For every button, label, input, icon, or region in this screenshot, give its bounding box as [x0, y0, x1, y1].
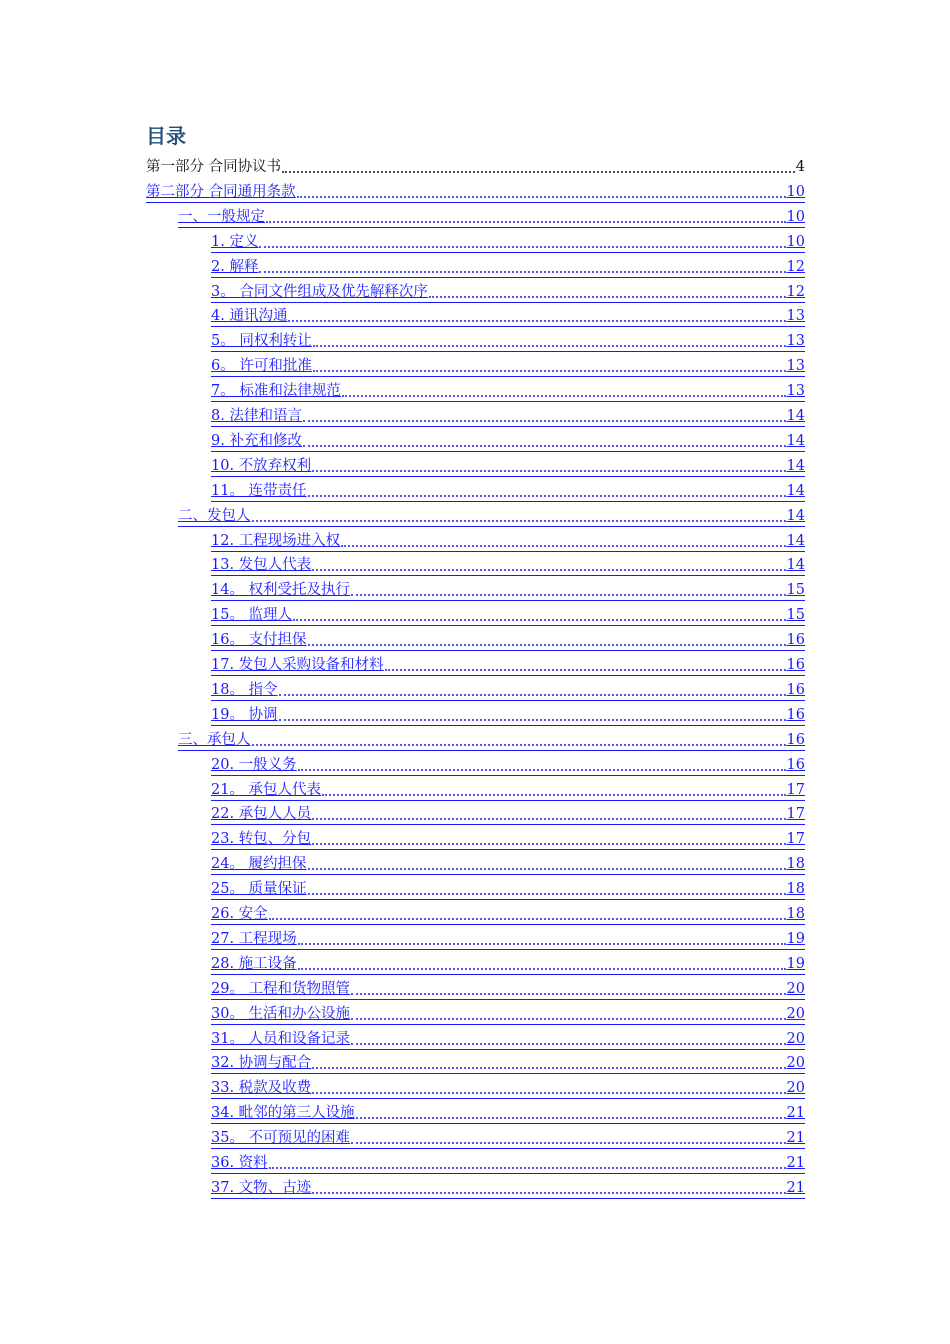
toc-entry-page-number: 16: [786, 632, 805, 649]
toc-entry-page-number: 10: [786, 183, 805, 200]
toc-entry-label: 7。 标准和法律规范: [211, 383, 341, 400]
toc-entry-page-number: 20: [786, 1080, 805, 1097]
dot-leader: [322, 794, 785, 796]
toc-entry-label: 第一部分 合同协议书: [146, 159, 282, 175]
dot-leader: [303, 445, 786, 447]
toc-entry-label: 14。 权利受托及执行: [211, 582, 351, 599]
dot-leader: [313, 345, 786, 347]
toc-entry[interactable]: [211, 924, 805, 950]
toc-entry[interactable]: [211, 227, 805, 253]
toc-entry-page-number: 17: [786, 781, 805, 798]
toc-entry-page-number: 14: [786, 557, 805, 574]
toc-entry-page-number: 18: [786, 881, 805, 898]
toc-entry-label: 21。 承包人代表: [211, 781, 322, 798]
toc-entry[interactable]: [211, 999, 805, 1025]
toc-entry[interactable]: [211, 775, 805, 801]
toc-entry[interactable]: [211, 600, 805, 626]
toc-entry-label: 22. 承包人人员: [211, 806, 312, 823]
dot-leader: [308, 868, 786, 870]
toc-entry-label: 19。 协调: [211, 706, 278, 723]
toc-entry-page-number: 20: [786, 980, 805, 997]
toc-entry-page-number: 16: [786, 657, 805, 673]
dot-leader: [342, 395, 786, 397]
toc-entry-label: 27. 工程现场: [211, 930, 297, 947]
toc-entry-page-number: 16: [786, 756, 805, 773]
toc-entry-label: 第二部分 合同通用条款: [146, 183, 296, 200]
toc-entry[interactable]: [211, 351, 805, 377]
toc-entry-label: 6。 许可和批准: [211, 358, 312, 375]
toc-entry-page-number: 14: [786, 507, 805, 524]
toc-entry-label: 二、发包人: [178, 507, 251, 524]
toc-entry-page-number: 15: [786, 582, 805, 599]
toc-title: 目录: [146, 124, 186, 148]
toc-entry[interactable]: [211, 451, 805, 477]
toc-entry[interactable]: [211, 476, 805, 502]
dot-leader: [266, 221, 786, 223]
dot-leader: [308, 644, 786, 646]
toc-entry-label: 8. 法律和语言: [211, 408, 302, 424]
dot-leader: [303, 420, 786, 422]
dot-leader: [351, 993, 785, 995]
toc-entry[interactable]: [211, 1098, 805, 1124]
toc-entry-page-number: 16: [786, 681, 805, 698]
dot-leader: [351, 1018, 785, 1020]
toc-entry[interactable]: [211, 326, 805, 352]
toc-entry-label: 26. 安全: [211, 906, 268, 922]
toc-entry-page-number: 12: [786, 283, 805, 300]
dot-leader: [385, 669, 786, 671]
toc-entry-label: 33. 税款及收费: [211, 1080, 312, 1097]
toc-entry-label: 9. 补充和修改: [211, 432, 302, 449]
dot-leader: [312, 569, 785, 571]
toc-entry-page-number: 13: [786, 358, 805, 375]
toc-entry[interactable]: [211, 750, 805, 776]
toc-entry-label: 15。 监理人: [211, 607, 293, 624]
dot-leader: [298, 769, 786, 771]
toc-entry-page-number: 18: [786, 856, 805, 873]
toc-entry-label: 三、承包人: [178, 731, 251, 748]
toc-entry-page-number: 10: [786, 208, 805, 225]
dot-leader: [312, 470, 785, 472]
toc-entry-page-number: 21: [786, 1130, 805, 1147]
toc-entry-page-number: 14: [786, 432, 805, 449]
toc-entry[interactable]: [211, 376, 805, 402]
toc-entry[interactable]: [178, 725, 805, 751]
toc-entry[interactable]: [211, 625, 805, 651]
toc-entry-label: 5。 同权利转让: [211, 333, 312, 350]
dot-leader: [312, 818, 785, 820]
dot-leader: [298, 968, 786, 970]
toc-entry[interactable]: [211, 277, 805, 303]
toc-entry[interactable]: [211, 252, 805, 278]
toc-entry[interactable]: [178, 501, 805, 527]
toc-entry-page-number: 13: [786, 333, 805, 350]
dot-leader: [312, 1067, 785, 1069]
toc-entry[interactable]: [211, 1048, 805, 1074]
toc-entry-page-number: 17: [786, 806, 805, 823]
dot-leader: [279, 719, 786, 721]
toc-entry[interactable]: [178, 202, 805, 228]
toc-entry[interactable]: [211, 849, 805, 875]
toc-entry-page-number: 18: [786, 906, 805, 922]
dot-leader: [356, 1117, 786, 1119]
toc-entry[interactable]: [211, 401, 805, 427]
toc-entry[interactable]: [211, 974, 805, 1000]
toc-entry-label: 4. 通讯沟通: [211, 308, 288, 325]
toc-entry[interactable]: [211, 526, 805, 552]
dot-leader: [259, 271, 785, 273]
toc-entry-label: 37. 文物、古迹: [211, 1179, 312, 1196]
toc-entry-label: 17. 发包人采购设备和材料: [211, 657, 384, 673]
toc-entry-label: 16。 支付担保: [211, 632, 307, 649]
dot-leader: [312, 1192, 785, 1194]
toc-entry-label: 1. 定义: [211, 233, 259, 250]
dot-leader: [269, 918, 786, 920]
toc-entry[interactable]: [211, 700, 805, 726]
toc-entry-label: 30。 生活和办公设施: [211, 1005, 351, 1022]
toc-entry-label: 10. 不放弃权利: [211, 457, 312, 474]
toc-entry: [146, 152, 805, 177]
toc-entry-label: 18。 指令: [211, 681, 278, 698]
toc-entry-page-number: 12: [786, 258, 805, 275]
dot-leader: [252, 744, 786, 746]
dot-leader: [259, 246, 785, 248]
dot-leader: [252, 520, 786, 522]
toc-entry-page-number: 20: [786, 1055, 805, 1072]
dot-leader: [351, 1142, 785, 1144]
toc-entry-label: 12. 工程现场进入权: [211, 532, 341, 549]
toc-entry[interactable]: [211, 675, 805, 701]
dot-leader: [282, 171, 795, 173]
toc-entry-label: 一、一般规定: [178, 208, 265, 225]
dot-leader: [269, 1167, 786, 1169]
dot-leader: [298, 943, 786, 945]
toc-entry-page-number: 19: [786, 955, 805, 972]
toc-entry-page-number: 21: [786, 1179, 805, 1196]
dot-leader: [341, 545, 785, 547]
toc-entry[interactable]: [211, 550, 805, 576]
toc-entry-label: 29。 工程和货物照管: [211, 980, 351, 997]
dot-leader: [312, 1092, 785, 1094]
toc-entry-label: 11。 连带责任: [211, 482, 307, 499]
toc-entry[interactable]: [211, 799, 805, 825]
toc-entry-label: 13. 发包人代表: [211, 557, 312, 574]
toc-entry[interactable]: [211, 301, 805, 327]
toc-entry[interactable]: [211, 1024, 805, 1050]
toc-entry[interactable]: [211, 426, 805, 452]
toc-entry[interactable]: [211, 874, 805, 900]
toc-entry-page-number: 21: [786, 1155, 805, 1171]
toc-entry-page-number: 17: [786, 831, 805, 848]
dot-leader: [297, 196, 786, 198]
toc-entry[interactable]: [211, 575, 805, 601]
dot-leader: [312, 843, 785, 845]
toc-entry-label: 36. 资料: [211, 1155, 268, 1171]
toc-entry-page-number: 10: [786, 233, 805, 250]
toc-entry-label: 3。 合同文件组成及优先解释次序: [211, 283, 428, 300]
toc-entry[interactable]: [211, 650, 805, 676]
toc-entry[interactable]: [211, 1123, 805, 1149]
toc-entry-label: 23. 转包、分包: [211, 831, 312, 848]
toc-entry-label: 24。 履约担保: [211, 856, 307, 873]
toc-entry-page-number: 14: [786, 457, 805, 474]
dot-leader: [308, 495, 786, 497]
dot-leader: [351, 594, 785, 596]
dot-leader: [313, 370, 786, 372]
toc-entry-page-number: 14: [786, 482, 805, 499]
toc-entry-page-number: 14: [786, 408, 805, 424]
toc-entry[interactable]: [211, 899, 805, 925]
toc-entry-page-number: 14: [786, 532, 805, 549]
dot-leader: [293, 619, 785, 621]
toc-entry[interactable]: [211, 1148, 805, 1174]
toc-entry-page-number: 16: [786, 731, 805, 748]
toc-entry-page-number: 20: [786, 1030, 805, 1047]
dot-leader: [429, 296, 786, 298]
dot-leader: [279, 694, 786, 696]
toc-entry-label: 25。 质量保证: [211, 881, 307, 898]
toc-entry-label: 28. 施工设备: [211, 955, 297, 972]
toc-entry-page-number: 21: [786, 1105, 805, 1122]
toc-entry-page-number: 15: [786, 607, 805, 624]
toc-entry-page-number: 19: [786, 930, 805, 947]
toc-entry-page-number: 13: [786, 383, 805, 400]
toc-entry-label: 34. 毗邻的第三人设施: [211, 1105, 355, 1122]
toc-entry[interactable]: [211, 824, 805, 850]
toc-entry-label: 31。 人员和设备记录: [211, 1030, 351, 1047]
toc-entry[interactable]: [211, 1073, 805, 1099]
toc-entry[interactable]: [211, 1173, 805, 1199]
toc-entry-page-number: 4: [795, 159, 805, 175]
toc-entry-label: 35。 不可预见的困难: [211, 1130, 351, 1147]
dot-leader: [288, 320, 785, 322]
dot-leader: [308, 893, 786, 895]
toc-entry-page-number: 16: [786, 706, 805, 723]
toc-entry[interactable]: [211, 949, 805, 975]
toc-entry-label: 2. 解释: [211, 258, 259, 275]
dot-leader: [351, 1043, 785, 1045]
toc-entry[interactable]: [146, 177, 805, 203]
toc-entry-label: 20. 一般义务: [211, 756, 297, 773]
toc-entry-page-number: 13: [786, 308, 805, 325]
toc-entry-label: 32. 协调与配合: [211, 1055, 312, 1072]
toc-entry-page-number: 20: [786, 1005, 805, 1022]
